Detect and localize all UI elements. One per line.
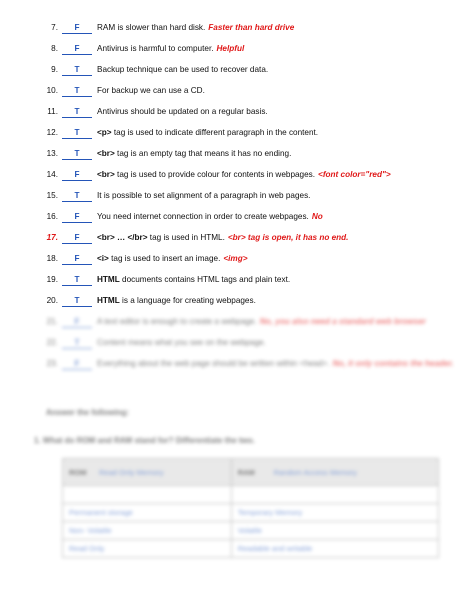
table-row — [63, 504, 439, 522]
section-heading: Answer the following: — [46, 408, 130, 417]
question-8: 8. F Antivirus is harmful to computer. Helpful — [51, 44, 245, 53]
table-cell: Read Only — [63, 540, 232, 558]
table-cell: Non- Volatile — [63, 522, 232, 540]
table-header-rom: ROM Read Only Memory — [63, 459, 232, 486]
answer-blank: F — [62, 316, 92, 328]
answer-blank: T — [62, 337, 92, 349]
table-row — [63, 486, 439, 504]
answer-blank: F — [62, 43, 92, 55]
answer-blank: T — [62, 274, 92, 286]
table-cell: Temporary Memory — [231, 504, 438, 522]
table-cell: Volatile — [231, 522, 438, 540]
table-row — [63, 540, 439, 558]
question-14: 14. F <br> tag is used to provide colour for contents in webpages. <font color="red"> — [46, 170, 391, 179]
question-1-heading: 1. What do ROM and RAM stand for? Differentiate the two. — [34, 436, 255, 445]
correction-note: Helpful — [216, 44, 245, 53]
correction-note: <font color="red"> — [318, 170, 391, 179]
question-16: 16. F You need internet connection in order to create webpages. No — [46, 212, 323, 221]
answer-blank: F — [62, 232, 92, 244]
table-cell: Permanent storage — [63, 504, 232, 522]
answer-blank: T — [62, 85, 92, 97]
question-7: 7. F RAM is slower than hard disk. Faster than hard drive — [51, 23, 295, 32]
answer-blank: T — [62, 127, 92, 139]
correction-note: Faster than hard drive — [208, 23, 295, 32]
answer-blank: F — [62, 22, 92, 34]
table-header-row — [63, 459, 439, 486]
answer-blank: T — [62, 295, 92, 307]
question-20: 20. T HTML is a language for creating webpages. — [46, 296, 256, 305]
question-10: 10. T For backup we can use a CD. — [46, 86, 205, 95]
table-header-ram: RAM Random Access Memory — [231, 459, 438, 486]
correction-note: No, it only contains the header. — [332, 359, 454, 368]
answer-blank: F — [62, 358, 92, 370]
question-21: 21. F A text editor is enough to create a webpage. No, you also need a standard web browser — [46, 317, 426, 326]
question-12: 12. T <p> tag is used to indicate different paragraph in the content. — [46, 128, 319, 137]
answer-blank: F — [62, 253, 92, 265]
question-22: 22. T Content means what you see on the webpage. — [46, 338, 266, 347]
question-17: 17. F <br> … </br> tag is used in HTML. <br> tag is open, it has no end. — [46, 233, 349, 242]
question-18: 18. F <i> tag is used to insert an image. <img> — [46, 254, 248, 263]
rom-ram-table — [62, 458, 439, 558]
answer-blank: T — [62, 106, 92, 118]
correction-note: <img> — [223, 254, 248, 263]
answer-blank: F — [62, 211, 92, 223]
table-cell: Readable and writable — [231, 540, 438, 558]
question-19: 19. T HTML documents contains HTML tags and plain text. — [46, 275, 291, 284]
answer-blank: F — [62, 169, 92, 181]
answer-blank: T — [62, 190, 92, 202]
question-23: 23. F Everything about the web page should be written within <head>. No, it only contains the header. — [46, 359, 454, 368]
answer-blank: T — [62, 64, 92, 76]
table-row — [63, 522, 439, 540]
question-9: 9. T Backup technique can be used to recover data. — [51, 65, 269, 74]
table-cell — [63, 486, 232, 504]
question-13: 13. T <br> tag is an empty tag that means it has no ending. — [46, 149, 292, 158]
question-11: 11. T Antivirus should be updated on a regular basis. — [47, 107, 268, 116]
correction-note: No — [311, 212, 323, 221]
correction-note: <br> tag is open, it has no end. — [227, 233, 349, 242]
question-15: 15. T It is possible to set alignment of a paragraph in web pages. — [46, 191, 311, 200]
correction-note: No, you also need a standard web browser — [259, 317, 426, 326]
answer-blank: T — [62, 148, 92, 160]
table-cell — [231, 486, 438, 504]
